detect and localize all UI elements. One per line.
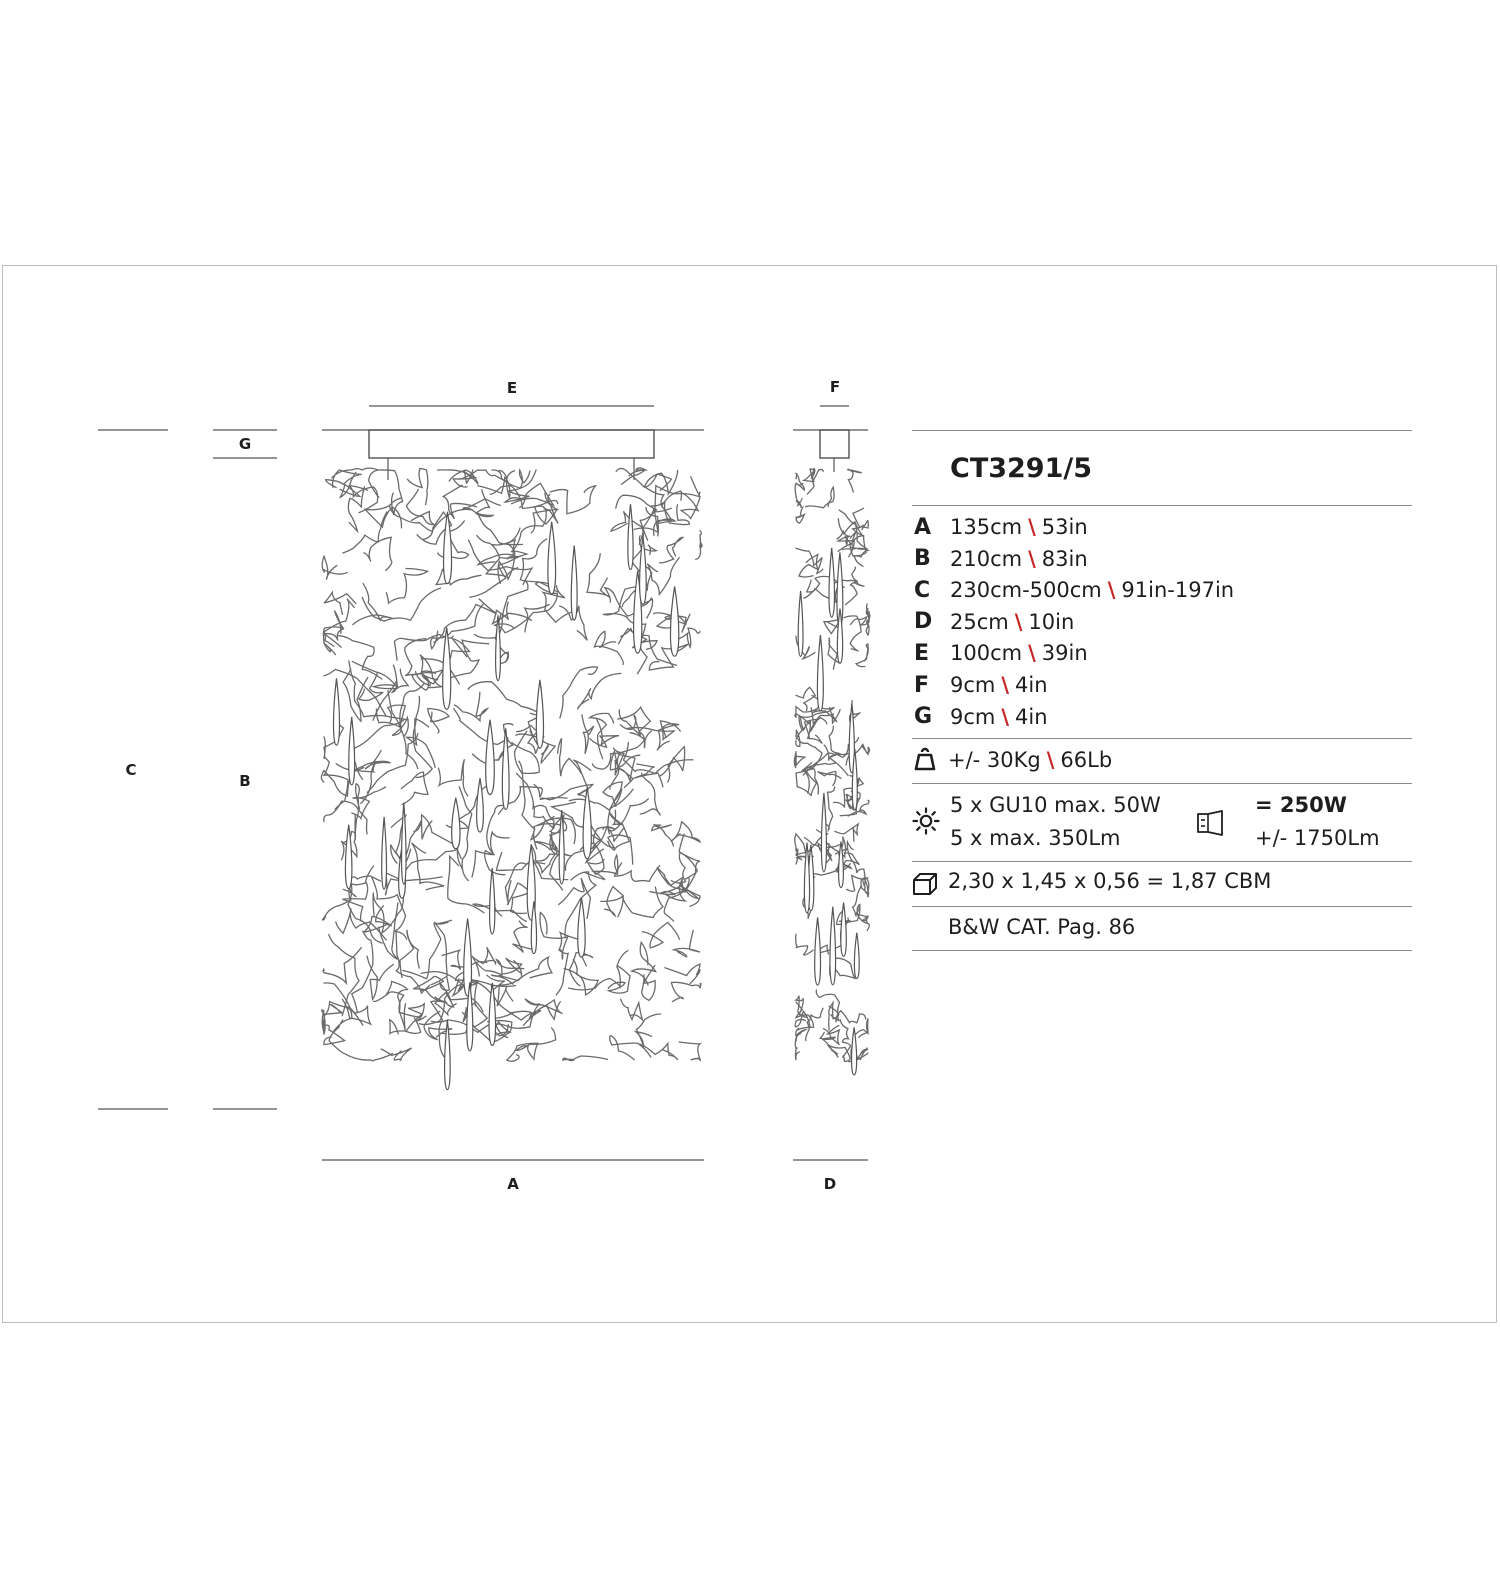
branch (642, 922, 679, 948)
separator: \ (1001, 673, 1010, 697)
branch (595, 631, 624, 664)
branch (473, 904, 526, 921)
branch (640, 1044, 678, 1061)
branch (413, 976, 443, 1001)
dimension-imperial: 53in (1041, 515, 1088, 539)
lumen-spec: 5 x max. 350Lm (950, 826, 1121, 850)
dimension-metric: 210cm (950, 546, 1023, 571)
dimension-letter: F (914, 672, 930, 698)
divider (912, 906, 1412, 907)
separator: \ (1028, 546, 1036, 571)
branch (848, 469, 862, 492)
dimension-lines (98, 406, 868, 1160)
dimension-imperial: 4in (1015, 704, 1048, 729)
branch (448, 640, 489, 679)
branch (438, 759, 467, 796)
crystal-drop (548, 522, 556, 594)
divider (912, 950, 1412, 951)
dimension-row-c (912, 575, 1234, 605)
branch (578, 673, 621, 708)
branch (556, 933, 580, 995)
crystal-drop (452, 798, 460, 849)
crystal-drop (578, 898, 585, 957)
crystal-drop (334, 678, 340, 745)
branch (362, 588, 440, 621)
branch (412, 843, 444, 890)
model-code: CT3291/5 (950, 453, 1093, 484)
catalog-reference: B&W CAT. Pag. 86 (948, 915, 1136, 939)
divider (912, 783, 1412, 784)
dimension-imperial: 39in (1041, 641, 1088, 666)
branch (404, 849, 462, 876)
branch (388, 691, 405, 728)
crystal-drop (490, 868, 495, 934)
dimension-letter: A (914, 514, 932, 540)
crystal-drop (829, 548, 834, 617)
crystal-drop (486, 720, 495, 795)
branch (487, 805, 509, 853)
branch (856, 745, 870, 755)
crystal-drop (628, 504, 633, 569)
crystal-drop (815, 917, 821, 985)
dimension-letter: E (914, 640, 930, 666)
dimension-imperial: 4in (1015, 673, 1048, 697)
separator: \ (1001, 704, 1010, 729)
branch (835, 824, 859, 841)
branch (324, 757, 348, 809)
crystal-drop (830, 907, 836, 985)
branch (350, 751, 391, 772)
separator: \ (1014, 609, 1023, 634)
branch (616, 495, 657, 540)
separator: \ (1107, 578, 1116, 603)
branch (610, 1036, 651, 1060)
branch (796, 687, 815, 710)
branch (636, 1014, 661, 1048)
dimension-row-d (912, 607, 1074, 637)
branch (559, 878, 591, 918)
branch (582, 715, 594, 754)
side-crystal-drops (798, 548, 859, 1075)
branch (806, 1008, 823, 1040)
branch (615, 863, 660, 882)
branch (856, 644, 868, 666)
separator: \ (1028, 641, 1036, 666)
branch (396, 930, 430, 994)
branch (438, 521, 469, 558)
divider (912, 861, 1412, 862)
branch (588, 818, 633, 864)
separator: \ (1046, 748, 1055, 772)
dimension-label-c: C (125, 761, 137, 779)
crystal-drop (798, 591, 803, 657)
branch (796, 507, 804, 523)
branch (340, 472, 360, 497)
dimension-letter: B (914, 546, 931, 572)
crystal-drop (443, 627, 451, 709)
branch (659, 747, 684, 783)
crystal-drop (841, 903, 846, 957)
branch (796, 771, 817, 796)
dimension-metric: 25cm (950, 609, 1009, 634)
dimension-row-f (912, 670, 1048, 700)
branch (403, 920, 452, 979)
branch (355, 784, 360, 840)
gu10-bulb-icon (1196, 810, 1226, 836)
branch (829, 726, 839, 763)
branch (560, 667, 598, 718)
crystal-drop (854, 933, 859, 979)
branch (558, 738, 581, 776)
branch (385, 873, 442, 896)
total-lumens: +/- 1750Lm (1255, 826, 1380, 850)
branch (463, 499, 501, 517)
branch (671, 822, 700, 842)
dimension-row-g (912, 702, 1048, 732)
weight-row (948, 745, 1112, 775)
branch (472, 851, 505, 878)
branch (407, 489, 435, 524)
divider (912, 430, 1412, 431)
dimension-imperial: 91in-197in (1121, 578, 1235, 603)
crystal-drop (402, 803, 407, 885)
branch (352, 931, 373, 1012)
branch (349, 661, 408, 720)
branch (681, 477, 700, 519)
dimension-label-b: B (239, 772, 251, 790)
branch (386, 569, 427, 604)
branch (619, 710, 640, 736)
packaging-volume: 2,30 x 1,45 x 0,56 = 1,87 CBM (948, 869, 1272, 893)
branch (649, 644, 688, 670)
dimension-metric: 9cm (950, 704, 996, 729)
branch (519, 761, 537, 849)
crystal-drop (821, 793, 826, 872)
divider (912, 738, 1412, 739)
weight-icon (914, 746, 936, 772)
dimension-label-d: D (823, 1175, 837, 1193)
total-power: = 250W (1255, 793, 1347, 817)
branch (353, 584, 393, 625)
branch (796, 1028, 806, 1041)
dimension-row-e (912, 638, 1088, 668)
branch (796, 473, 804, 490)
branch (795, 1039, 799, 1060)
branch (696, 531, 702, 560)
sun-icon (912, 807, 940, 835)
branch (475, 581, 528, 639)
branch (820, 1032, 838, 1057)
branch (796, 548, 823, 573)
branch (796, 934, 814, 955)
branch (343, 512, 387, 553)
branch (640, 773, 660, 815)
dimension-letter: C (914, 577, 931, 603)
front-view (321, 430, 702, 1090)
weight-imperial: 66Lb (1060, 748, 1113, 772)
branch (794, 752, 804, 768)
branch (660, 537, 683, 562)
branch (671, 982, 701, 1001)
branch (633, 764, 662, 787)
side-canopy (820, 430, 849, 458)
branch (657, 724, 679, 751)
side-view (794, 430, 869, 1075)
branch (501, 509, 547, 559)
branch (364, 537, 392, 570)
crystal-drop (536, 680, 543, 748)
branch (569, 789, 622, 834)
dimension-metric: 9cm (950, 673, 996, 697)
branch (322, 556, 347, 579)
branch (322, 887, 350, 920)
branch (846, 567, 858, 604)
branch (823, 840, 850, 872)
crystal-drop (349, 717, 355, 785)
branch (634, 508, 658, 549)
dimension-metric: 135cm (950, 515, 1023, 539)
crystal-drop (583, 788, 591, 859)
separator: \ (1028, 515, 1036, 539)
branch (563, 1056, 608, 1061)
branch (840, 1020, 851, 1058)
branch (652, 825, 674, 846)
crystal-drop (817, 635, 823, 711)
dimension-label-f: F (829, 378, 841, 396)
branch (816, 990, 839, 1021)
divider (912, 505, 1412, 506)
branch (853, 508, 868, 529)
dimension-metric: 230cm-500cm (950, 578, 1102, 603)
branch (329, 1027, 393, 1061)
branch (806, 487, 835, 508)
weight-metric: +/- 30Kg (948, 748, 1041, 772)
branch (381, 1048, 412, 1060)
crystal-drop (477, 778, 484, 832)
branch (590, 719, 619, 747)
dimension-letter: D (914, 609, 933, 635)
box-icon (912, 872, 938, 896)
dimension-label-g: G (238, 435, 252, 453)
dimension-row-a (912, 512, 1088, 542)
dimension-imperial: 83in (1041, 546, 1088, 571)
crystal-drop (670, 586, 678, 656)
dimension-imperial: 10in (1028, 609, 1075, 634)
branch (407, 469, 427, 505)
dimension-label-e: E (506, 379, 518, 397)
crystal-drop (571, 546, 577, 621)
branch (799, 555, 819, 577)
branch (365, 498, 401, 528)
dimension-metric: 100cm (950, 641, 1023, 666)
branch (665, 964, 700, 984)
crystal-drop (839, 842, 844, 888)
branch (621, 999, 643, 1019)
dimension-letter: G (914, 704, 933, 730)
branch (534, 824, 561, 850)
branch (436, 570, 481, 585)
branch (679, 1042, 700, 1060)
crystal-drop (382, 817, 387, 889)
ceiling-canopy (369, 430, 654, 458)
dimension-row-b (912, 544, 1088, 574)
branch (817, 772, 841, 786)
branch (453, 470, 475, 487)
branch (428, 709, 449, 733)
branch (401, 772, 428, 805)
dimension-label-a: A (507, 1175, 519, 1193)
branch (826, 787, 835, 830)
bulb-spec: 5 x GU10 max. 50W (950, 793, 1161, 817)
